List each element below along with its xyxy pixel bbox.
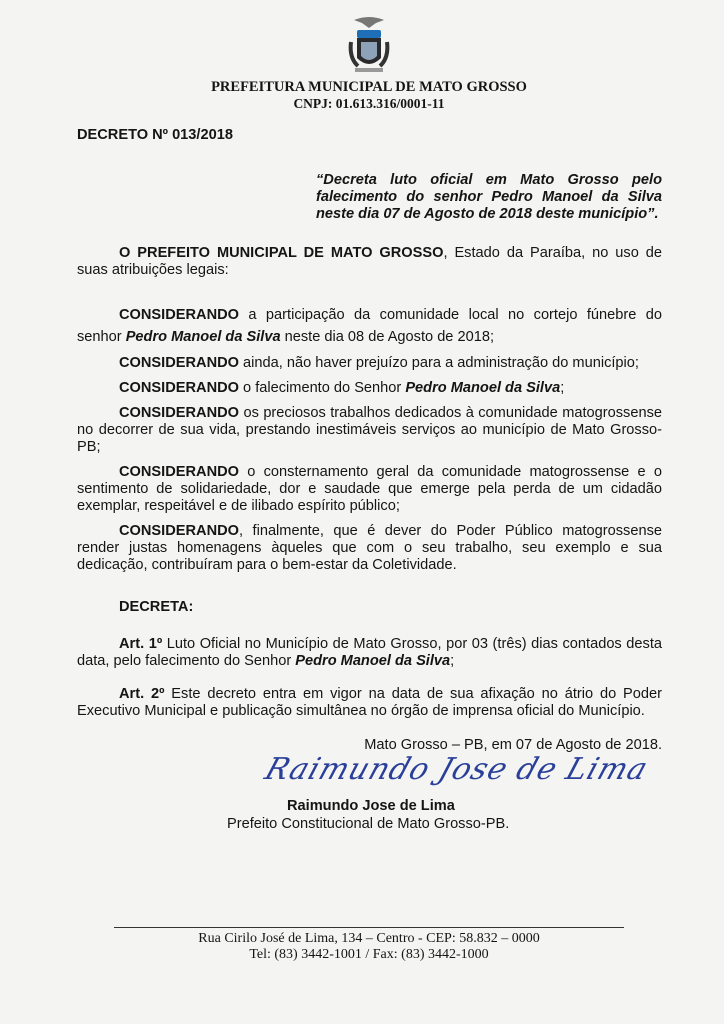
art1-text: Luto Oficial no Município de Mato Grosso, por 03 (três) dias contados desta data, pelo falecimento do Senhor (77, 636, 662, 669)
art1-name: Pedro Manoel da Silva (295, 653, 451, 669)
c3-name: Pedro Manoel da Silva (405, 380, 561, 396)
c6-text: , finalmente, que é dever do Poder Público matogrossense render justas homenagens àqueles que com o seu trabalho, seu exemplo e sua dedicação, contribuíram para o bem-estar da Coletividade. (77, 523, 662, 573)
c3-text: o falecimento do Senhor (239, 380, 406, 396)
c5-bold: CONSIDERANDO (119, 464, 239, 480)
considerando-5 (77, 464, 662, 515)
place-date: Mato Grosso – PB, em 07 de Agosto de 2018. (364, 737, 662, 753)
c3-end: ; (560, 380, 565, 396)
decreta-heading: DECRETA: (119, 599, 194, 615)
c1-text2: neste dia 08 de Agosto de 2018; (280, 329, 494, 345)
c6-bold: CONSIDERANDO (119, 523, 239, 539)
c1-text: a participação da comunidade local no cortejo fúnebre do senhor (77, 307, 662, 345)
c1-bold: CONSIDERANDO (119, 307, 239, 323)
considerando-4 (77, 405, 662, 456)
art1-end: ; (450, 653, 455, 669)
handwritten-signature: Raimundo Jose de Lima (260, 752, 653, 787)
considerando-1 (77, 304, 662, 348)
ementa: “Decreta luto oficial em Mato Grosso pelo falecimento do senhor Pedro Manoel da Silva neste dia 07 de Agosto de 2018 deste município”. (316, 172, 662, 222)
decree-number: DECRETO Nº 013/2018 (77, 127, 233, 143)
article-2 (77, 686, 662, 720)
art2-bold: Art. 2º (119, 686, 165, 702)
considerando-2 (77, 355, 662, 372)
signer-name: Raimundo Jose de Lima (287, 798, 455, 814)
considerando-3 (77, 380, 662, 397)
header-cnpj: CNPJ: 01.613.316/0001-11 (293, 96, 445, 111)
footer-phone: Tel: (83) 3442-1001 / Fax: (83) 3442-1000 (249, 947, 489, 962)
c2-bold: CONSIDERANDO (119, 355, 239, 371)
footer-divider (114, 927, 624, 928)
preamble-bold: O PREFEITO MUNICIPAL DE MATO GROSSO (119, 245, 444, 261)
article-1 (77, 636, 662, 670)
considerando-6 (77, 523, 662, 574)
c4-text: os preciosos trabalhos dedicados à comunidade matogrossense no decorrer de sua vida, prestando inestimáveis serviços ao município de Mato Grosso-PB; (77, 405, 662, 455)
signer-title: Prefeito Constitucional de Mato Grosso-PB. (227, 816, 510, 832)
footer-address: Rua Cirilo José de Lima, 134 – Centro - CEP: 58.832 – 0000 (198, 931, 540, 946)
c2-text: ainda, não haver prejuízo para a administração do município; (239, 355, 639, 371)
municipal-crest-icon (346, 14, 392, 76)
header-org: PREFEITURA MUNICIPAL DE MATO GROSSO (211, 79, 527, 95)
preamble (77, 245, 662, 279)
c4-bold: CONSIDERANDO (119, 405, 239, 421)
c1-name: Pedro Manoel da Silva (125, 329, 281, 345)
preamble-text: , Estado da Paraíba, no uso de suas atribuições legais: (77, 245, 662, 278)
art2-text: Este decreto entra em vigor na data de sua afixação no átrio do Poder Executivo Municipal e publicação simultânea no órgão de imprensa oficial do Município. (77, 686, 662, 719)
art1-bold: Art. 1º (119, 636, 163, 652)
c5-text: o consternamento geral da comunidade matogrossense e o sentimento de solidariedade, dor e saudade que emerge pela perda de um cidadão exemplar, respeitável e de ilibado espírito público; (77, 464, 662, 514)
c3-bold: CONSIDERANDO (119, 380, 239, 396)
